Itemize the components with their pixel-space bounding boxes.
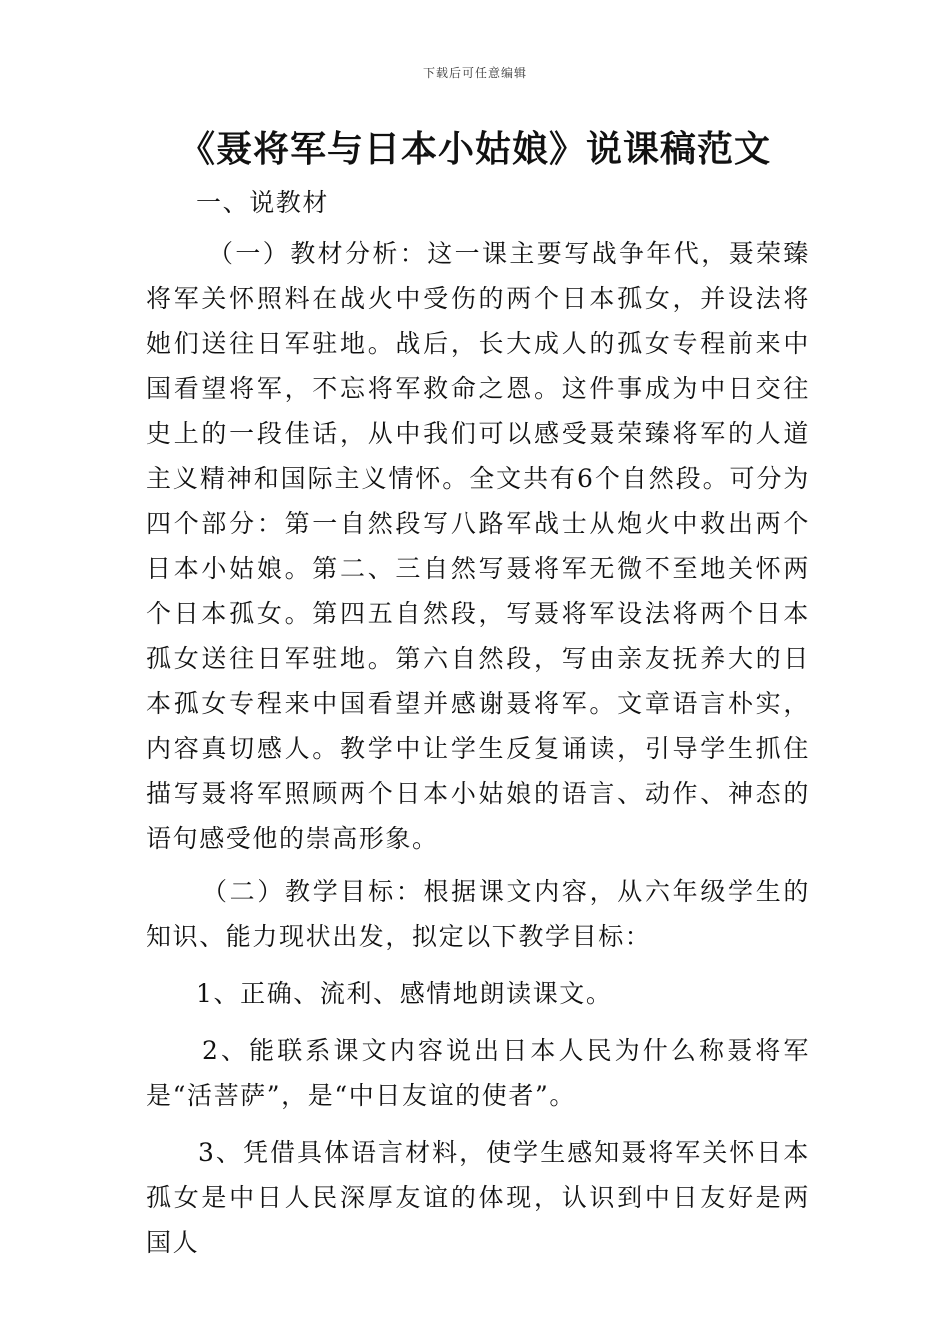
list-item-goal-2: 2、能联系课文内容说出日本人民为什么称聂将军是“活菩萨”，是“中日友谊的使者”。 [146, 1036, 810, 1110]
document-body [146, 180, 810, 1265]
header-note: 下载后可任意编辑 [422, 66, 527, 80]
section-heading: 一、说教材 [196, 188, 330, 217]
list-item-goal-3: 3、凭借具体语言材料，使学生感知聂将军关怀日本孤女是中日人民深厚友谊的体现，认识到中日友好是两国人 [146, 1138, 810, 1257]
paragraph-goals: （二）教学目标：根据课文内容，从六年级学生的知识、能力现状出发，拟定以下教学目标： [146, 877, 810, 951]
page-title: 《聂将军与日本小姑娘》说课稿范文 [178, 129, 771, 170]
list-item-goal-1: 1、正确、流利、感情地朗读课文。 [196, 979, 613, 1008]
paragraph-analysis: （一）教材分析：这一课主要写战争年代，聂荣臻将军关怀照料在战火中受伤的两个日本孤女，并设法将她们送往日军驻地。战后，长大成人的孤女专程前来中国看望将军，不忘将军救命之恩。这件事成为中日交往史上的一段佳话，从中我们可以感受聂荣臻将军的人道主义精神和国际主义情怀。全文共有6个自然段。可分为四个部分：第一自然段写八路军战士从炮火中救出两个日本小姑娘。第二、三自然写聂将军无微不至地关怀两个日本孤女。第四五自然段，写聂将军设法将两个日本孤女送往日军驻地。第六自然段，写由亲友抚养大的日本孤女专程来中国看望并感谢聂将军。文章语言朴实，内容真切感人。教学中让学生反复诵读，引导学生抓住描写聂将军照顾两个日本小姑娘的语言、动作、神态的语句感受他的崇高形象。 [146, 239, 810, 853]
